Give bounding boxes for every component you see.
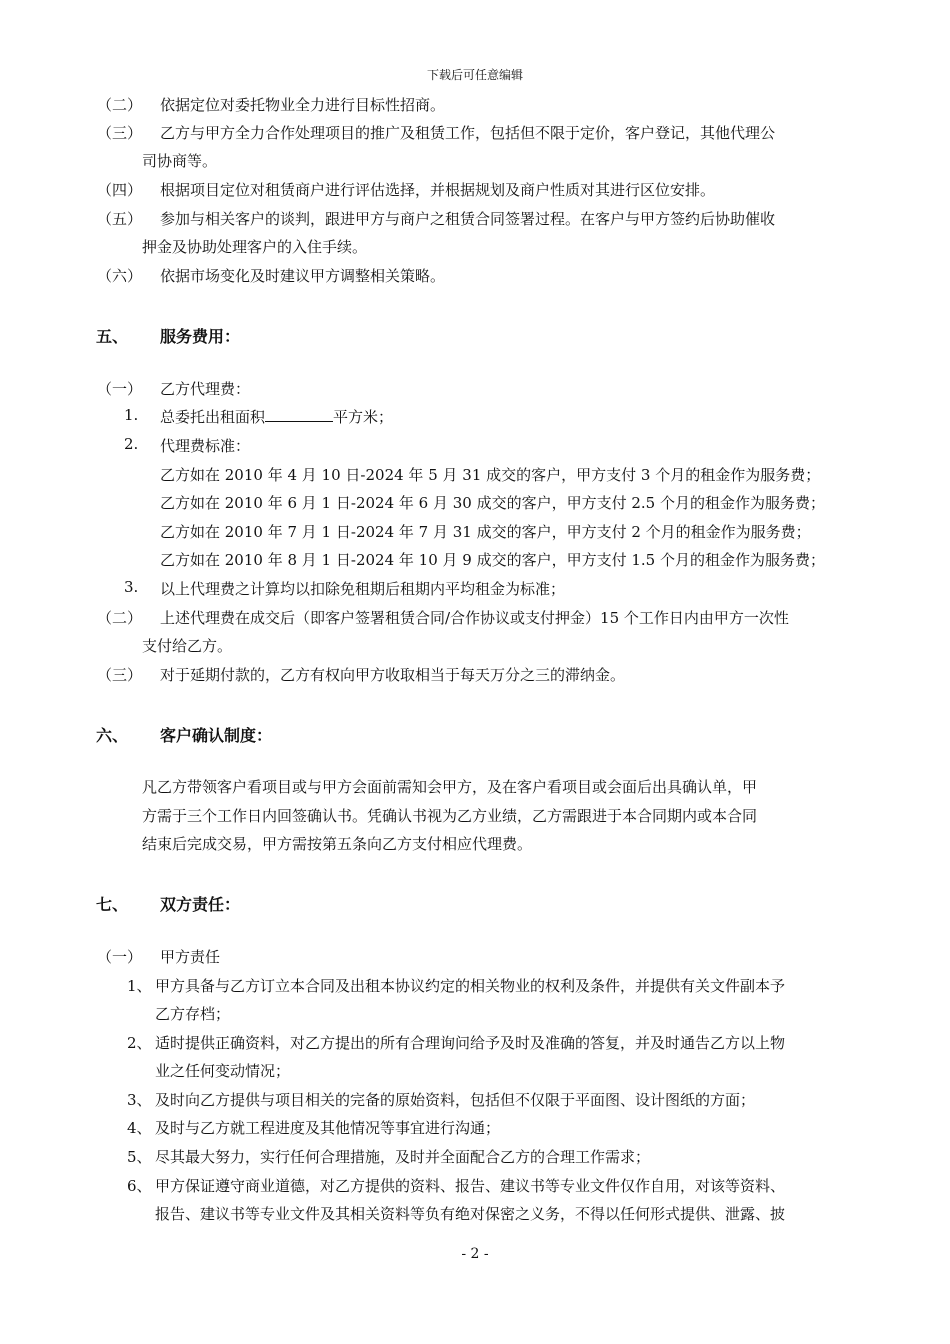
list-item-text: 对于延期付款的，乙方有权向甲方收取相当于每天万分之三的滞纳金。 bbox=[160, 666, 626, 684]
page-header: 下载后可任意编辑 bbox=[426, 68, 523, 82]
clause-number: 3、 bbox=[127, 1091, 152, 1109]
list-item-number: （二） bbox=[97, 609, 143, 627]
clause-number: 1、 bbox=[127, 977, 152, 995]
list-item-text: 根据项目定位对租赁商户进行评估选择，并根据规划及商户性质对其进行区位安排。 bbox=[160, 181, 716, 199]
clause-continuation: 报告、建议书等专业文件及其相关资料等负有绝对保密之义务，不得以任何形式提供、泄露、披 bbox=[155, 1205, 786, 1223]
list-item-number: （三） bbox=[97, 666, 143, 684]
clause-number: 6、 bbox=[127, 1177, 152, 1195]
fee-rate-line: 乙方如在 2010 年 8 月 1 日-2024 年 10 月 9 成交的客户，甲方支付 1.5 个月的租金作为服务费； bbox=[160, 551, 825, 569]
clause-text: 甲方保证遵守商业道德，对乙方提供的资料、报告、建议书等专业文件仅作自用，对该等资料、 bbox=[155, 1177, 786, 1195]
section-number: 六、 bbox=[96, 726, 129, 745]
clause-continuation: 业之任何变动情况； bbox=[155, 1062, 291, 1080]
fee-rate-line: 乙方如在 2010 年 6 月 1 日-2024 年 6 月 30 成交的客户，甲方支付 2.5 个月的租金作为服务费； bbox=[160, 494, 825, 512]
list-item-text: 乙方代理费： bbox=[160, 380, 251, 398]
list-item-text: 参加与相关客户的谈判，跟进甲方与商户之租赁合同签署过程。在客户与甲方签约后协助催收 bbox=[160, 210, 776, 228]
sub-item-text bbox=[160, 406, 393, 427]
list-item-text: 依据市场变化及时建议甲方调整相关策略。 bbox=[160, 267, 446, 285]
list-item-continuation: 支付给乙方。 bbox=[142, 637, 233, 655]
list-item-text: 依据定位对委托物业全力进行目标性招商。 bbox=[160, 96, 446, 114]
section-title: 客户确认制度： bbox=[160, 726, 273, 745]
list-item-number: （三） bbox=[97, 124, 143, 142]
sub-item-text: 代理费标准： bbox=[160, 437, 251, 455]
clause-continuation: 乙方存档； bbox=[155, 1005, 231, 1023]
area-unit: 平方米； bbox=[333, 408, 394, 426]
sub-item-number: 1. bbox=[124, 406, 139, 424]
blank-line bbox=[265, 407, 333, 422]
list-item-text: 甲方责任 bbox=[160, 948, 221, 966]
list-item-text: 乙方与甲方全力合作处理项目的推广及租赁工作，包括但不限于定价，客户登记，其他代理公 bbox=[160, 124, 776, 142]
area-label: 总委托出租面积 bbox=[160, 408, 266, 426]
fee-rate-line: 乙方如在 2010 年 4 月 10 日-2024 年 5 月 31 成交的客户，甲方支付 3 个月的租金作为服务费； bbox=[160, 466, 821, 484]
section-number: 五、 bbox=[96, 327, 129, 346]
clause-number: 5、 bbox=[127, 1148, 152, 1166]
list-item-continuation: 押金及协助处理客户的入住手续。 bbox=[142, 238, 368, 256]
list-item-number: （四） bbox=[97, 181, 143, 199]
clause-text: 尽其最大努力，实行任何合理措施，及时并全面配合乙方的合理工作需求； bbox=[155, 1148, 651, 1166]
section-title: 服务费用： bbox=[160, 327, 241, 346]
section-number: 七、 bbox=[96, 895, 129, 914]
list-item-number: （一） bbox=[97, 380, 143, 398]
list-item-continuation: 司协商等。 bbox=[142, 152, 218, 170]
fee-rate-line: 乙方如在 2010 年 7 月 1 日-2024 年 7 月 31 成交的客户，甲方支付 2 个月的租金作为服务费； bbox=[160, 523, 811, 541]
clause-text: 甲方具备与乙方订立本合同及出租本协议约定的相关物业的权利及条件，并提供有关文件副本予 bbox=[155, 977, 786, 995]
clause-text: 及时与乙方就工程进度及其他情况等事宜进行沟通； bbox=[155, 1119, 501, 1137]
page-number: - 2 - bbox=[461, 1246, 489, 1262]
paragraph-line: 结束后完成交易，甲方需按第五条向乙方支付相应代理费。 bbox=[142, 835, 533, 853]
clause-number: 4、 bbox=[127, 1119, 152, 1137]
list-item-number: （一） bbox=[97, 948, 143, 966]
list-item-number: （五） bbox=[97, 210, 143, 228]
clause-text: 及时向乙方提供与项目相关的完备的原始资料，包括但不仅限于平面图、设计图纸的方面； bbox=[155, 1091, 756, 1109]
list-item-text: 上述代理费在成交后（即客户签署租赁合同/合作协议或支付押金）15 个工作日内由甲方一次性 bbox=[160, 609, 789, 627]
sub-item-number: 3. bbox=[124, 578, 139, 596]
list-item-number: （六） bbox=[97, 267, 143, 285]
clause-number: 2、 bbox=[127, 1034, 152, 1052]
paragraph-line: 凡乙方带领客户看项目或与甲方会面前需知会甲方，及在客户看项目或会面后出具确认单，甲 bbox=[142, 778, 758, 796]
section-title: 双方责任： bbox=[160, 895, 241, 914]
paragraph-line: 方需于三个工作日内回签确认书。凭确认书视为乙方业绩，乙方需跟进于本合同期内或本合同 bbox=[142, 807, 758, 825]
list-item-number: （二） bbox=[97, 96, 143, 114]
sub-item-number: 2. bbox=[124, 435, 139, 453]
sub-item-text: 以上代理费之计算均以扣除免租期后租期内平均租金为标准； bbox=[160, 580, 566, 598]
clause-text: 适时提供正确资料，对乙方提出的所有合理询问给予及时及准确的答复，并及时通告乙方以上物 bbox=[155, 1034, 786, 1052]
